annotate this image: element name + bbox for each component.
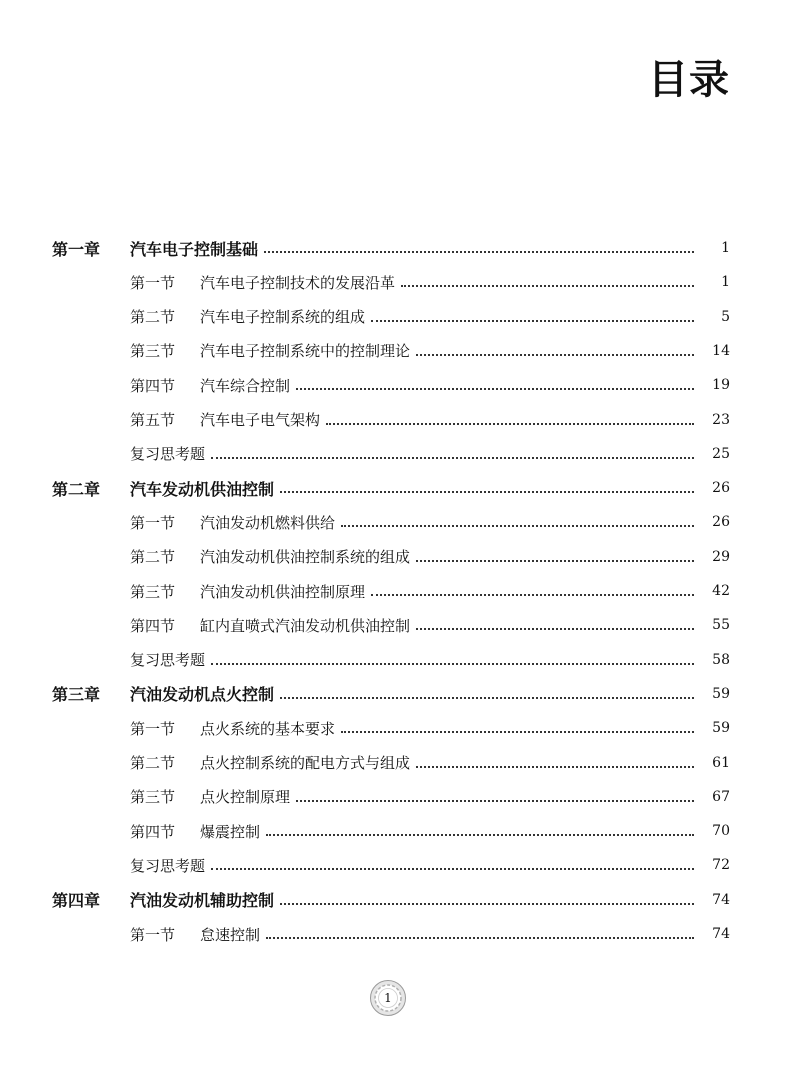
toc-entry-number: 第四节: [130, 822, 176, 841]
toc-entry-number: 第三节: [130, 582, 176, 601]
toc-entry-page-number: 1: [721, 240, 730, 256]
toc-review-entry[interactable]: [0, 442, 790, 466]
toc-entry-title: 点火控制原理: [200, 788, 291, 807]
dot-leader: [296, 388, 694, 390]
toc-review-entry[interactable]: [0, 648, 790, 672]
page-number-badge: [369, 979, 407, 1017]
toc-entry-number: 第一节: [130, 273, 176, 292]
dot-leader: [401, 285, 694, 287]
dot-leader: [211, 868, 694, 870]
toc-entry-page-number: 59: [712, 685, 730, 702]
toc-entry-number: 第一节: [130, 925, 176, 944]
toc-entry-page-number: 5: [721, 308, 730, 325]
toc-entry-number: 第三节: [130, 788, 176, 807]
toc-section-entry[interactable]: [0, 270, 790, 294]
toc-entry-page-number: 61: [712, 754, 730, 771]
toc-entry-page-number: 23: [712, 411, 730, 428]
toc-entry-number: 第五节: [130, 411, 176, 429]
toc-entry-title: 复习思考题: [130, 445, 206, 464]
toc-review-entry[interactable]: [0, 853, 790, 877]
toc-entry-page-number: 26: [712, 480, 730, 497]
toc-entry-number: 第四章: [52, 891, 101, 911]
dot-leader: [416, 354, 694, 356]
toc-section-entry[interactable]: [0, 716, 790, 740]
toc-section-entry[interactable]: [0, 922, 790, 946]
toc-section-entry[interactable]: [0, 545, 790, 569]
toc-entry-title: 汽车电子控制技术的发展沿革: [200, 273, 396, 292]
dot-leader: [326, 423, 694, 425]
dot-leader: [341, 731, 694, 733]
toc-entry-page-number: 58: [712, 651, 730, 668]
dot-leader: [266, 937, 694, 939]
toc-entry-page-number: 72: [712, 857, 730, 874]
toc-section-entry[interactable]: [0, 785, 790, 809]
toc-entry-page-number: 14: [712, 342, 730, 359]
dot-leader: [296, 800, 694, 802]
dot-leader: [264, 251, 694, 253]
dot-leader: [416, 560, 694, 562]
toc-section-entry[interactable]: [0, 305, 790, 329]
toc-entry-number: 第三节: [130, 342, 176, 361]
toc-entry-title: 汽油发动机供油控制原理: [200, 582, 366, 601]
toc-entry-number: 第四节: [130, 616, 176, 635]
toc-entry-page-number: 42: [712, 583, 730, 599]
toc-entry-number: 第一节: [130, 513, 176, 532]
toc-entry-title: 汽车电子控制基础: [130, 239, 259, 259]
toc-entry-page-number: 25: [712, 445, 730, 462]
toc-entry-title: 点火系统的基本要求: [200, 719, 336, 738]
toc-chapter-entry[interactable]: [0, 888, 790, 912]
toc-chapter-entry[interactable]: [0, 236, 790, 260]
toc-entry-number: 第二节: [130, 308, 176, 327]
toc-entry-page-number: 29: [712, 548, 730, 565]
toc-entry-title: 汽车发动机供油控制: [130, 479, 275, 499]
toc-chapter-entry[interactable]: [0, 476, 790, 500]
toc-entry-number: 第二节: [130, 754, 176, 772]
dot-leader: [416, 766, 694, 768]
page-number: 1: [384, 991, 392, 1005]
toc-entry-title: 汽车电子控制系统中的控制理论: [200, 342, 411, 361]
toc-section-entry[interactable]: [0, 373, 790, 397]
toc-entry-title: 汽车电子控制系统的组成: [200, 308, 366, 327]
dot-leader: [371, 594, 694, 596]
toc-entry-title: 点火控制系统的配电方式与组成: [200, 754, 411, 772]
toc-entry-page-number: 19: [712, 377, 730, 394]
dot-leader: [280, 697, 694, 699]
dot-leader: [211, 663, 694, 665]
toc-entry-title: 复习思考题: [130, 651, 206, 670]
toc-section-entry[interactable]: [0, 819, 790, 843]
dot-leader: [211, 457, 694, 459]
toc-entry-title: 汽车电子电气架构: [200, 411, 321, 429]
toc-entry-page-number: 67: [712, 788, 730, 805]
toc-entry-page-number: 1: [721, 274, 730, 291]
toc-section-entry[interactable]: [0, 579, 790, 603]
toc-entry-title: 汽油发动机燃料供给: [200, 513, 336, 532]
toc-entry-title: 复习思考题: [130, 856, 206, 875]
dot-leader: [341, 525, 694, 527]
toc-entry-number: 第二章: [52, 479, 101, 499]
toc-entry-title: 汽油发动机点火控制: [130, 685, 275, 705]
toc-entry-number: 第一节: [130, 719, 176, 738]
dot-leader: [280, 491, 694, 493]
toc-entry-number: 第二节: [130, 548, 176, 567]
toc-section-entry[interactable]: [0, 510, 790, 534]
dot-leader: [280, 903, 694, 905]
toc-entry-title: 怠速控制: [200, 925, 261, 944]
toc-entry-number: 第四节: [130, 376, 176, 395]
toc-entry-title: 汽油发动机辅助控制: [130, 891, 275, 911]
toc-entry-page-number: 70: [712, 823, 730, 840]
dot-leader: [416, 628, 694, 630]
toc-section-entry[interactable]: [0, 339, 790, 363]
toc-entry-title: 汽车综合控制: [200, 376, 291, 395]
toc-entry-title: 汽油发动机供油控制系统的组成: [200, 548, 411, 567]
toc-entry-title: 缸内直喷式汽油发动机供油控制: [200, 616, 411, 635]
toc-entry-page-number: 74: [712, 891, 730, 908]
toc-entry-page-number: 55: [712, 617, 730, 634]
toc-chapter-entry[interactable]: [0, 682, 790, 706]
dot-leader: [371, 320, 694, 322]
toc-section-entry[interactable]: [0, 751, 790, 775]
toc-entry-number: 第三章: [52, 685, 101, 705]
toc-entry-title: 爆震控制: [200, 822, 261, 841]
page-title: 目录: [648, 57, 730, 103]
toc-entry-number: 第一章: [52, 239, 101, 259]
toc-entry-page-number: 74: [712, 926, 730, 942]
toc-entry-page-number: 59: [712, 720, 730, 737]
toc-section-entry[interactable]: [0, 408, 790, 432]
dot-leader: [266, 834, 694, 836]
toc-entry-page-number: 26: [712, 514, 730, 531]
toc-section-entry[interactable]: [0, 613, 790, 637]
